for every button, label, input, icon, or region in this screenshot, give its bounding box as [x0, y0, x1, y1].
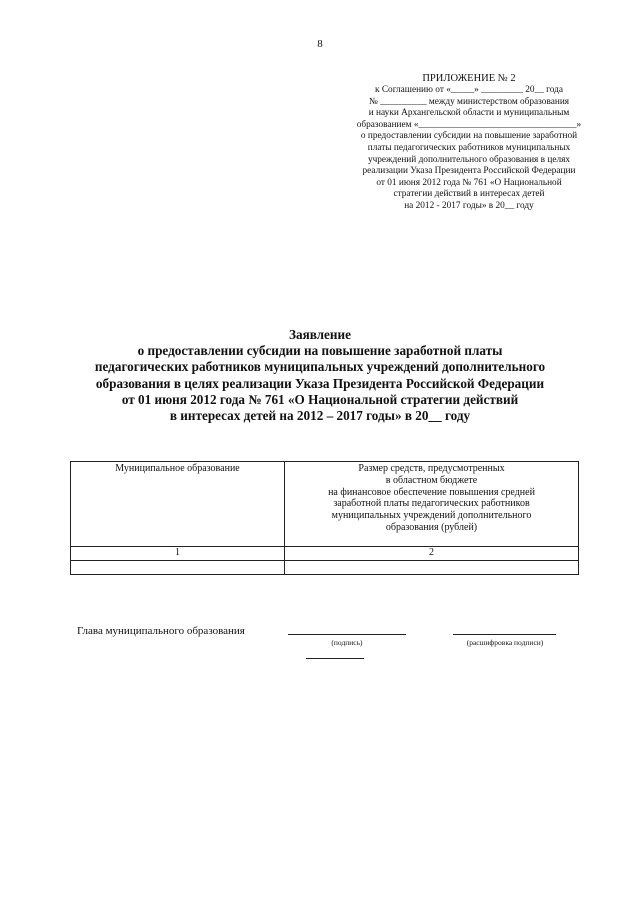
header-line: заработной платы педагогических работников: [333, 498, 530, 510]
header-line: на финансовое обеспечение повышения средней: [328, 486, 535, 498]
column-number-1: 1: [71, 547, 285, 561]
column-number-row: [71, 547, 579, 561]
decoding-line: [453, 634, 556, 635]
table-header-row: [71, 462, 579, 547]
page-number: 8: [317, 38, 323, 50]
municipality-cell: [71, 560, 285, 574]
appendix-line: № __________ между министерством образования: [368, 96, 570, 107]
appendix-heading: ПРИЛОЖЕНИЕ № 2: [422, 73, 516, 84]
date-line: [306, 658, 364, 659]
table-row: [71, 560, 579, 574]
column-number-2: 2: [285, 547, 579, 561]
appendix-block: [326, 72, 612, 213]
signature-line: [288, 634, 406, 635]
column-header-amount: [285, 462, 579, 547]
title-line: от 01 июня 2012 года № 761 «О Национальной стратегии действий: [121, 391, 519, 407]
appendix-line: и науки Архангельской области и муниципальным: [368, 108, 570, 119]
decoding-caption: (расшифровка подписи): [466, 638, 544, 647]
appendix-line: реализации Указа Президента Российской Федерации: [362, 166, 576, 177]
appendix-line: от 01 июня 2012 года № 761 «О Национальной: [376, 177, 562, 188]
appendix-line: образованием «__________________________________»: [356, 119, 582, 130]
appendix-line: учреждений дополнительного образования в целях: [367, 154, 571, 165]
signature-caption: (подпись): [331, 638, 363, 647]
appendix-line: о предоставлении субсидии на повышение заработной: [360, 131, 578, 142]
title-line: образования в целях реализации Указа Президента Российской Федерации: [95, 375, 545, 391]
title-line: Заявление: [289, 327, 351, 342]
amount-cell: [285, 560, 579, 574]
appendix-line: стратегии действий в интересах детей: [393, 189, 545, 200]
header-line: муниципальных учреждений дополнительного: [331, 510, 532, 522]
header-line: Размер средств, предусмотренных: [358, 463, 505, 474]
appendix-line: платы педагогических работников муниципальных: [367, 142, 571, 153]
document-title: [60, 327, 580, 424]
title-line: в интересах детей на 2012 – 2017 годы» в 20__ году: [169, 408, 471, 424]
header-line: образования (рублей): [385, 521, 478, 533]
title-line: педагогических работников муниципальных учреждений дополнительного: [94, 359, 546, 375]
appendix-line: на 2012 - 2017 годы» в 20__ году: [404, 200, 534, 211]
column-header-municipality: Муниципальное образование: [71, 462, 285, 547]
signature-label: Глава муниципального образования: [77, 625, 245, 637]
appendix-line: к Соглашению от «_____» _________ 20__ года: [375, 85, 563, 95]
title-line: о предоставлении субсидии на повышение заработной платы: [137, 343, 503, 359]
header-line: в областном бюджете: [385, 474, 478, 486]
funds-table: [70, 461, 579, 575]
